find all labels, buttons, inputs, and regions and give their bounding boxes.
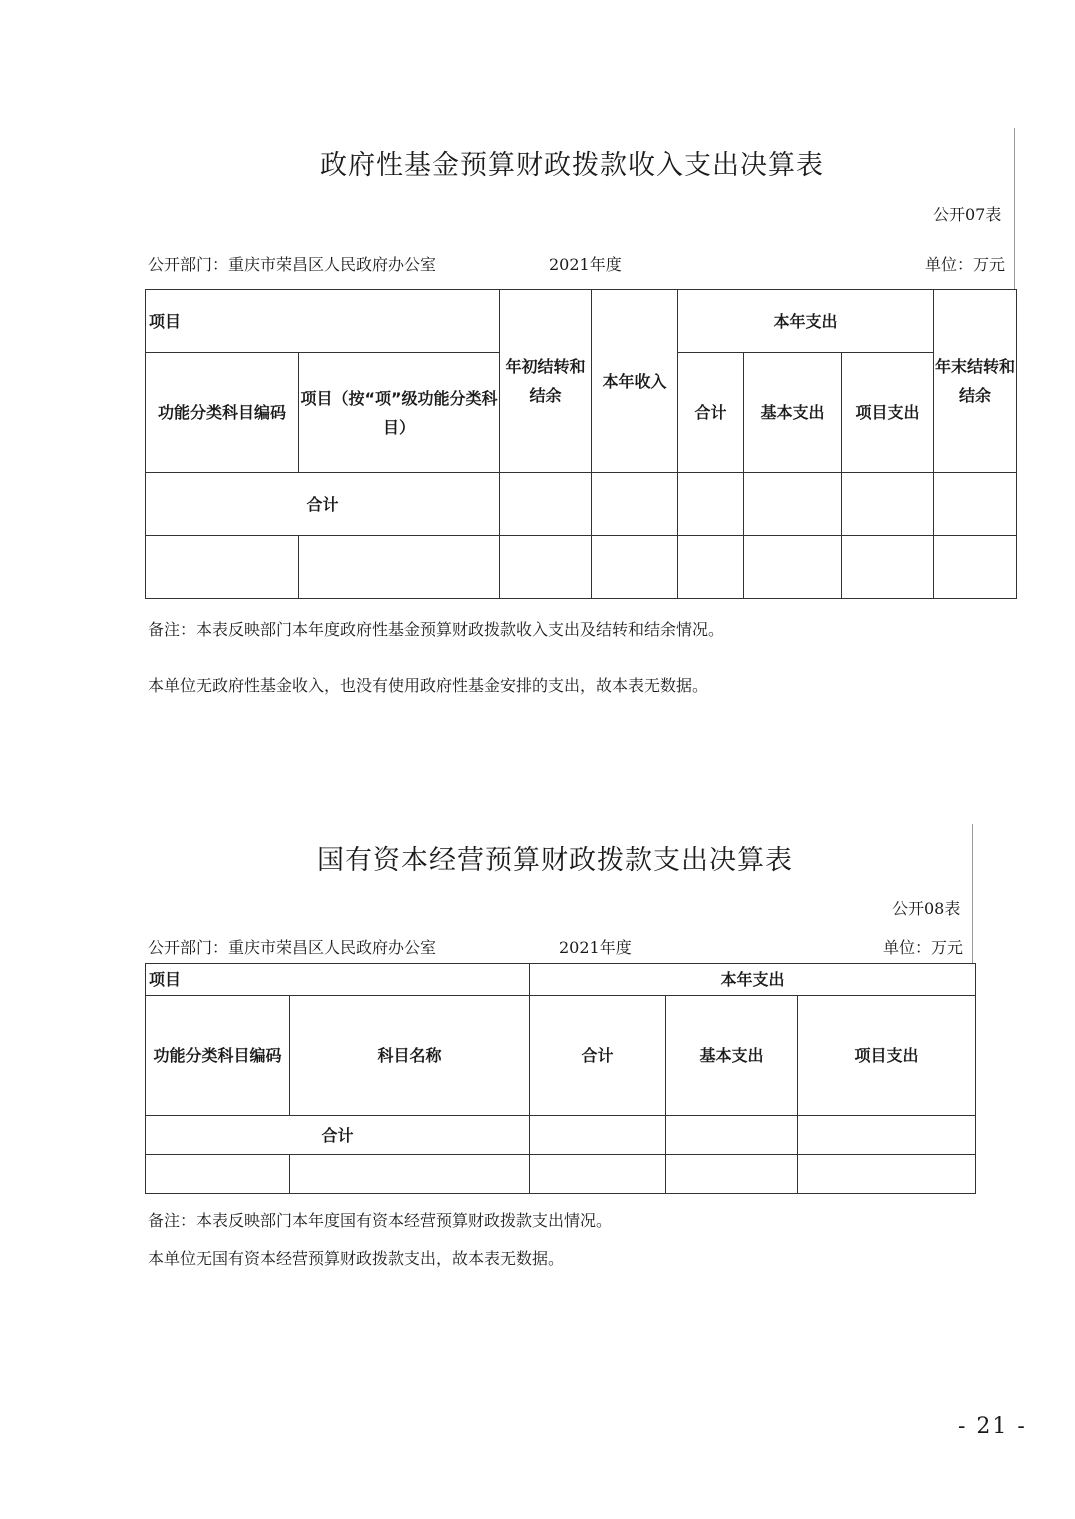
table-cell — [530, 1155, 666, 1194]
table8-title: 国有资本经营预算财政拨款支出决算表 — [317, 845, 793, 876]
table-cell — [500, 536, 592, 599]
table-row — [146, 473, 1017, 536]
table8-grid — [145, 963, 976, 1194]
margin-line-top — [1014, 128, 1015, 290]
table-row — [146, 1116, 976, 1155]
table7-grid — [145, 289, 1017, 599]
table7-total-label: 合计 — [146, 473, 500, 536]
table7-title: 政府性基金预算财政拨款收入支出决算表 — [320, 150, 824, 181]
table7-header-project-expense: 项目支出 — [842, 353, 934, 473]
table8-note2: 本单位无国有资本经营预算财政拨款支出，故本表无数据。 — [148, 1249, 565, 1268]
table-cell — [934, 536, 1017, 599]
table-cell — [592, 473, 678, 536]
table-cell — [842, 473, 934, 536]
table8-header-subject-name: 科目名称 — [290, 996, 530, 1116]
page-number: - 21 - — [958, 1414, 1027, 1439]
table8-year: 2021年度 — [559, 938, 632, 957]
table-cell — [290, 1155, 530, 1194]
table-row — [146, 1155, 976, 1194]
table-row — [146, 536, 1017, 599]
table8-header-func-code: 功能分类科目编码 — [146, 996, 290, 1116]
table-cell — [530, 1116, 666, 1155]
table8-code: 公开08表 — [892, 899, 961, 918]
table8-header-basic-expense: 基本支出 — [666, 996, 798, 1116]
table-cell — [146, 1155, 290, 1194]
table8-dept: 公开部门：重庆市荣昌区人民政府办公室 — [148, 938, 437, 957]
table8-header-project-expense: 项目支出 — [798, 996, 976, 1116]
table-cell — [666, 1155, 798, 1194]
table-cell — [798, 1116, 976, 1155]
table-cell — [666, 1116, 798, 1155]
table7-dept: 公开部门：重庆市荣昌区人民政府办公室 — [148, 255, 437, 274]
table8-unit: 单位：万元 — [883, 938, 964, 957]
table-cell — [842, 536, 934, 599]
table7-header-item-by-level: 项目（按“项”级功能分类科目） — [299, 353, 500, 473]
table7-header-current-income: 本年收入 — [592, 290, 678, 473]
table7-unit: 单位：万元 — [925, 255, 1006, 274]
margin-line-bottom — [972, 824, 973, 964]
table-cell — [146, 536, 299, 599]
table-cell — [798, 1155, 976, 1194]
table7-header-current-expense: 本年支出 — [678, 290, 934, 353]
table-cell — [678, 473, 744, 536]
table8-note1: 备注：本表反映部门本年度国有资本经营预算财政拨款支出情况。 — [148, 1211, 613, 1230]
table7-header-opening-balance: 年初结转和结余 — [500, 290, 592, 473]
table-cell — [299, 536, 500, 599]
table8-header-current-expense: 本年支出 — [530, 964, 976, 996]
table8-header-item: 项目 — [146, 964, 530, 996]
table7-header-closing-balance: 年末结转和结余 — [934, 290, 1017, 473]
table-cell — [678, 536, 744, 599]
table-cell — [500, 473, 592, 536]
table7-note2: 本单位无政府性基金收入，也没有使用政府性基金安排的支出，故本表无数据。 — [148, 676, 709, 695]
table7-header-total: 合计 — [678, 353, 744, 473]
table-cell — [744, 536, 842, 599]
table7-header-func-code: 功能分类科目编码 — [146, 353, 299, 473]
table8-total-label: 合计 — [146, 1116, 530, 1155]
table7-header-basic-expense: 基本支出 — [744, 353, 842, 473]
table7-year: 2021年度 — [549, 255, 622, 274]
table-cell — [934, 473, 1017, 536]
table-cell — [592, 536, 678, 599]
table-cell — [744, 473, 842, 536]
table7-code: 公开07表 — [933, 205, 1002, 224]
table8-header-total: 合计 — [530, 996, 666, 1116]
table7-header-item: 项目 — [146, 290, 500, 353]
table7-note1: 备注：本表反映部门本年度政府性基金预算财政拨款收入支出及结转和结余情况。 — [148, 620, 725, 639]
